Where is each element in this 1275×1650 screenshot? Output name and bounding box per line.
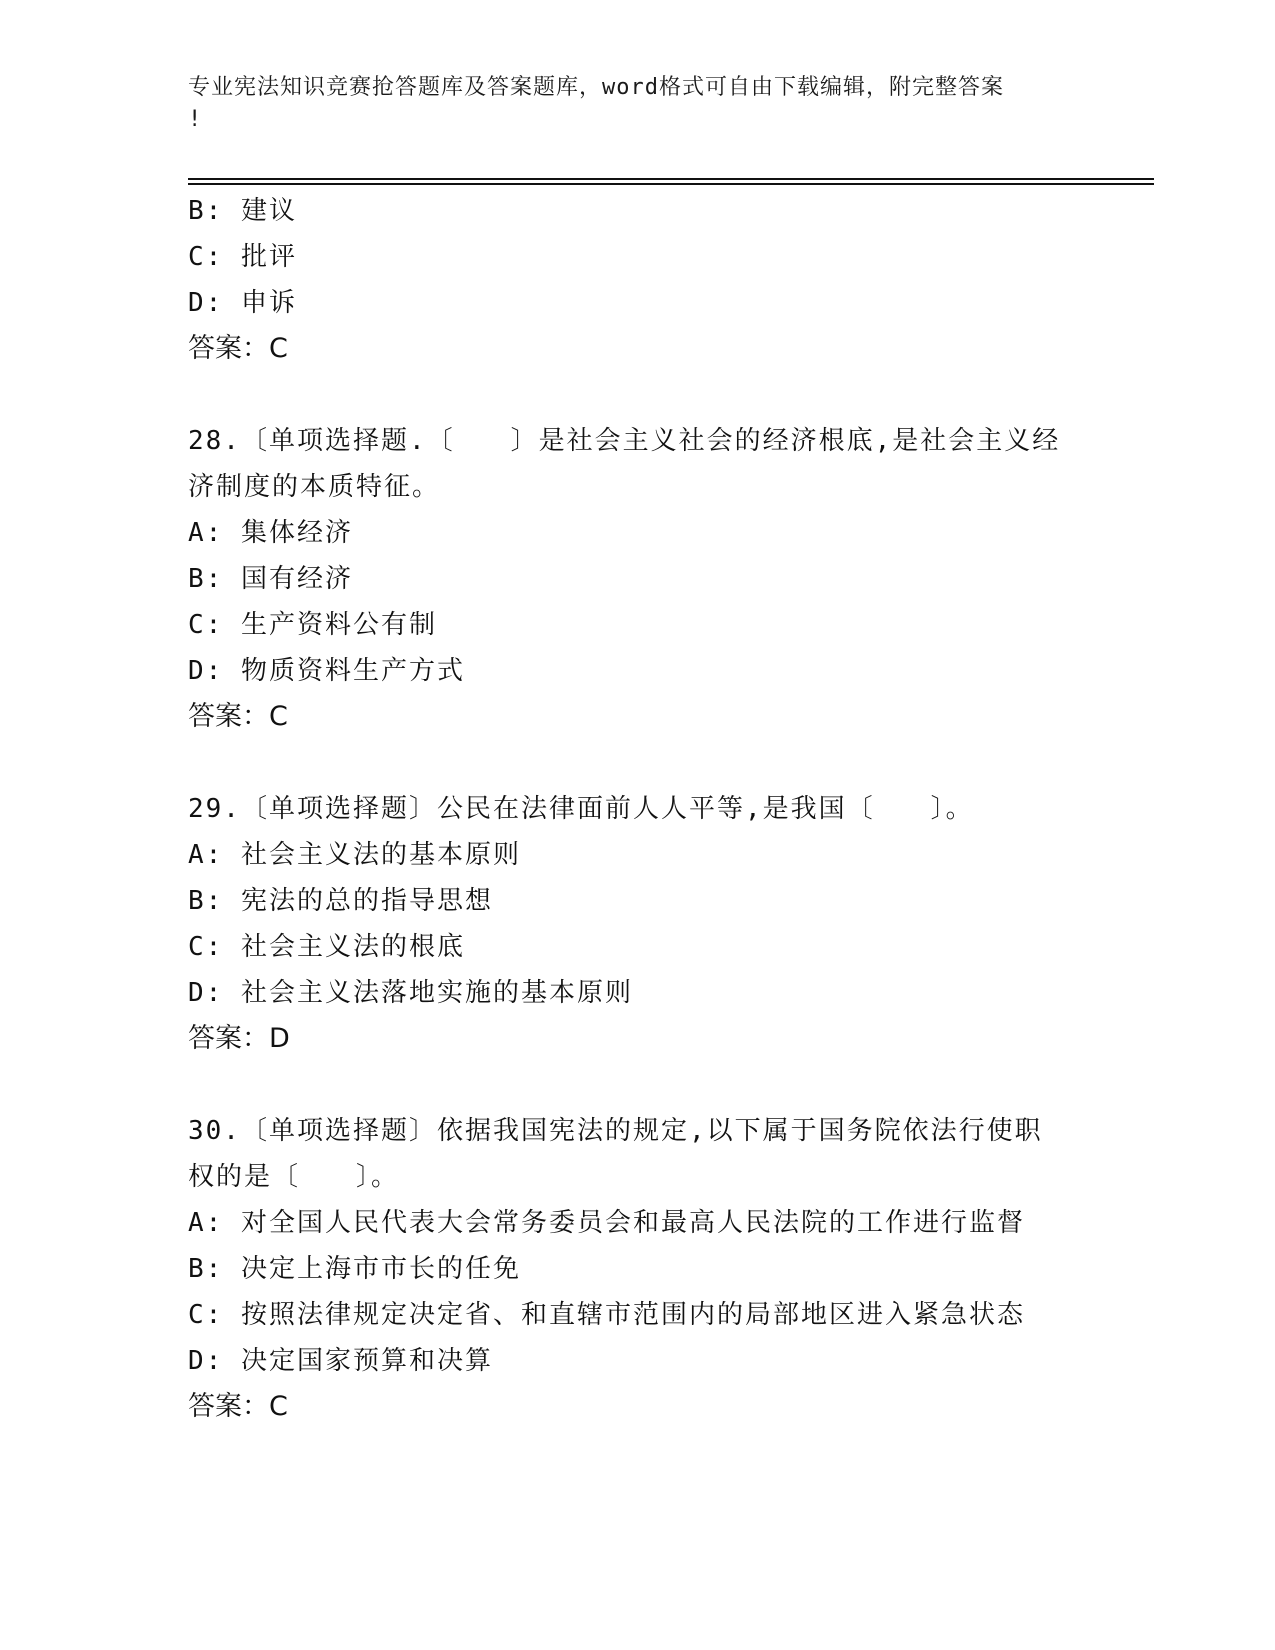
header-text-line1: 专业宪法知识竞赛抢答题库及答案题库，word格式可自由下载编辑，附完整答案 — [188, 75, 1004, 100]
header-divider-bottom — [188, 183, 1154, 185]
answer-line: 答案：D — [188, 1023, 290, 1054]
option-c: C: 生产资料公有制 — [188, 610, 437, 640]
question-list — [188, 188, 1088, 1430]
question-30 — [188, 1108, 1088, 1430]
question-fragment — [188, 188, 1088, 372]
option-d: D: 申诉 — [188, 288, 297, 318]
question-stem-line1: 29.〔单项选择题〕公民在法律面前人人平等,是我国〔 〕。 — [188, 794, 974, 824]
answer-line: 答案：C — [188, 701, 288, 732]
option-a: A: 对全国人民代表大会常务委员会和最高人民法院的工作进行监督 — [188, 1208, 1025, 1238]
answer-line: 答案：C — [188, 1391, 288, 1422]
question-stem-line2: 权的是〔 〕。 — [188, 1162, 400, 1192]
question-stem-line1: 28.〔单项选择题.〔 〕是社会主义社会的经济根底,是社会主义经 — [188, 426, 1061, 456]
option-c: C: 按照法律规定决定省、和直辖市范围内的局部地区进入紧急状态 — [188, 1300, 1025, 1330]
option-b: B: 宪法的总的指导思想 — [188, 886, 493, 916]
document-header — [188, 72, 1068, 136]
option-a: A: 社会主义法的基本原则 — [188, 840, 521, 870]
option-a: A: 集体经济 — [188, 518, 353, 548]
option-c: C: 社会主义法的根底 — [188, 932, 465, 962]
header-text-line2: ! — [188, 107, 203, 132]
option-c: C: 批评 — [188, 242, 297, 272]
option-d: D: 物质资料生产方式 — [188, 656, 465, 686]
header-divider-top — [188, 178, 1154, 180]
question-28 — [188, 418, 1088, 740]
option-d: D: 决定国家预算和决算 — [188, 1346, 493, 1376]
option-b: B: 建议 — [188, 196, 297, 226]
answer-line: 答案：C — [188, 333, 288, 364]
option-d: D: 社会主义法落地实施的基本原则 — [188, 978, 633, 1008]
option-b: B: 决定上海市市长的任免 — [188, 1254, 521, 1284]
question-29 — [188, 786, 1088, 1062]
option-b: B: 国有经济 — [188, 564, 353, 594]
question-stem-line2: 济制度的本质特征。 — [188, 472, 441, 502]
question-stem-line1: 30.〔单项选择题〕依据我国宪法的规定,以下属于国务院依法行使职 — [188, 1116, 1043, 1146]
